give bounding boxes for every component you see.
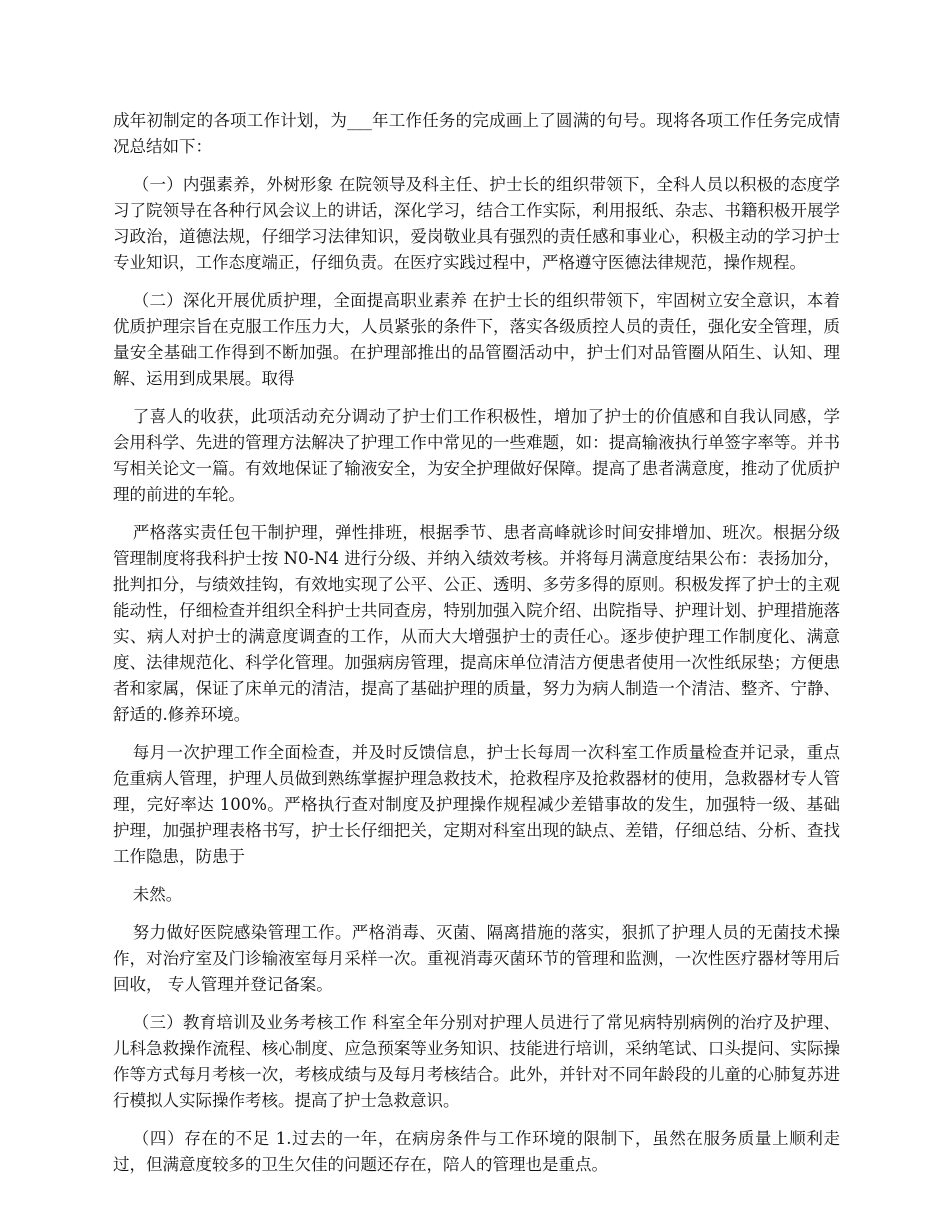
document-body (113, 108, 840, 1190)
section-2-continued-paragraph: 了喜人的收获，此项活动充分调动了护士们工作积极性，增加了护士的价值感和自我认同感，学会用科学、先进的管理方法解决了护理工作中常见的一些难题，如：提高输液执行单签字率等。并书写相关论文一篇。有效地保证了输液安全，为安全护理做好保障。提高了患者满意度，推动了优质护理的前进的车轮。 (113, 407, 840, 504)
section-4-paragraph: （四）存在的不足 1.过去的一年，在病房条件与工作环境的限制下，虽然在服务质量上顺利走过，但满意度较多的卫生欠佳的问题还存在，陪人的管理也是重点。 (113, 1129, 840, 1174)
inspection-continued-paragraph: 未然。 (132, 885, 183, 904)
intro-paragraph: 成年初制定的各项工作计划，为___年工作任务的完成画上了圆满的句号。现将各项工作任务完成情况总结如下： (113, 111, 840, 156)
infection-control-paragraph: 努力做好医院感染管理工作。严格消毒、灭菌、隔离措施的落实，狠抓了护理人员的无菌技术操作，对治疗室及门诊输液室每月采样一次。重视消毒灭菌环节的管理和监测，一次性医疗器材等用后回收， 专人管理并登记备案。 (113, 923, 840, 994)
monthly-inspection-paragraph: 每月一次护理工作全面检查，并及时反馈信息，护士长每周一次科室工作质量检查并记录，重点危重病人管理，护理人员做到熟练掌握护理急救技术，抢救程序及抢救器材的使用，急救器材专人管理，完好率达 100%。严格执行查对制度及护理操作规程减少差错事故的发生，加强特一级、基础护理，加强护理表格书写，护士长仔细把关，定期对科室出现的缺点、差错，仔细总结、分析、查找工作隐患，防患于 (113, 743, 840, 866)
section-3-paragraph: （三）教育培训及业务考核工作 科室全年分别对护理人员进行了常见病特别病例的治疗及护理、儿科急救操作流程、核心制度、应急预案等业务知识、技能进行培训，采纳笔试、口头提问、实际操作等方式每月考核一次，考核成绩与及每月考核结合。此外，并针对不同年龄段的儿童的心肺复苏进行模拟人实际操作考核。提高了护士急救意识。 (113, 1013, 840, 1110)
section-1-paragraph: （一）内强素养，外树形象 在院领导及科主任、护士长的组织带领下，全科人员以积极的态度学习了院领导在各种行风会议上的讲话，深化学习，结合工作实际，利用报纸、杂志、书籍积极开展学习政治，道德法规，仔细学习法律知识，爱岗敬业具有强烈的责任感和事业心，积极主动的学习护士专业知识，工作态度端正，仔细负责。在医疗实践过程中，严格遵守医德法律规范，操作规程。 (113, 175, 840, 272)
responsibility-paragraph: 严格落实责任包干制护理，弹性排班，根据季节、患者高峰就诊时间安排增加、班次。根据分级管理制度将我科护士按 N0-N4 进行分级、并纳入绩效考核。并将每月满意度结果公布：表扬加分，批判扣分，与绩效挂钩，有效地实现了公平、公正、透明、多劳多得的原则。积极发挥了护士的主观能动性，仔细检查并组织全科护士共同查房，特别加强入院介绍、出院指导、护理计划、护理措施落实、病人对护士的满意度调查的工作，从而大大增强护士的责任心。逐步使护理工作制度化、满意度、法律规范化、科学化管理。加强病房管理，提高床单位清洁方便患者使用一次性纸尿垫；方便患者和家属，保证了床单元的清洁，提高了基础护理的质量，努力为病人制造一个清洁、整齐、宁静、舒适的.修养环境。 (113, 523, 840, 724)
section-2-paragraph: （二）深化开展优质护理，全面提高职业素养 在护士长的组织带领下，牢固树立安全意识，本着优质护理宗旨在克服工作压力大，人员紧张的条件下，落实各级质控人员的责任，强化安全管理，质量安全基础工作得到不断加强。在护理部推出的品管圈活动中，护士们对品管圈从陌生、认知、理解、运用到成果展。取得 (113, 291, 840, 388)
